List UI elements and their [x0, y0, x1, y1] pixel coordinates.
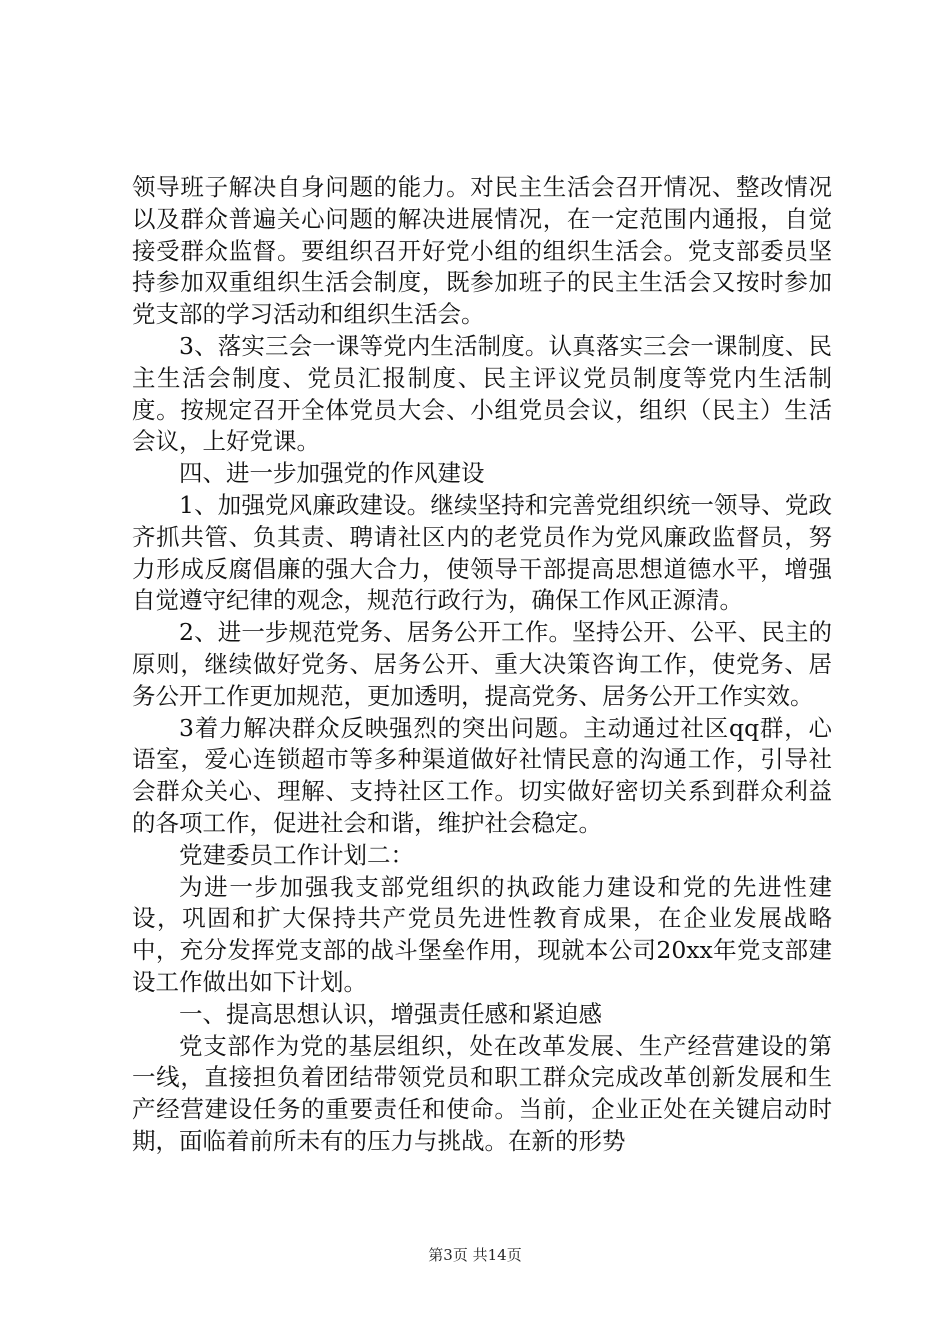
paragraph-continuation: 领导班子解决自身问题的能力。对民主生活会召开情况、整改情况以及群众普遍关心问题的解决进展情况，在一定范围内通报，自觉接受群众监督。要组织召开好党小组的组织生活会。党支部委员坚持参加双重组织生活会制度，既参加班子的民主生活会又按时参加党支部的学习活动和组织生活会。: [132, 173, 832, 329]
paragraph-item-3-problems: 3着力解决群众反映强烈的突出问题。主动通过社区qq群，心语室，爱心连锁超市等多种渠道做好社情民意的沟通工作，引导社会群众关心、理解、支持社区工作。切实做好密切关系到群众利益的各项工作，促进社会和谐，维护社会稳定。: [132, 713, 832, 837]
paragraph-item-1-integrity: 1、加强党风廉政建设。继续坚持和完善党组织统一领导、党政齐抓共管、负其责、聘请社区内的老党员作为党风廉政监督员，努力形成反腐倡廉的强大合力，使领导干部提高思想道德水平，增强自觉遵守纪律的观念，规范行政行为，确保工作风正源清。: [132, 490, 832, 615]
paragraph-item-3-meetings: 3、落实三会一课等党内生活制度。认真落实三会一课制度、民主生活会制度、党员汇报制度、民主评议党员制度等党内生活制度。按规定召开全体党员大会、小组党员会议，组织（民主）生活会议，上好党课。: [132, 331, 832, 456]
paragraph-item-2-openness: 2、进一步规范党务、居务公开工作。坚持公开、公平、民主的原则，继续做好党务、居务公开、重大决策咨询工作，使党务、居务公开工作更加规范，更加透明，提高党务、居务公开工作实效。: [132, 618, 832, 710]
plan-two-intro: 为进一步加强我支部党组织的执政能力建设和党的先进性建设，巩固和扩大保持共产党员先进性教育成果，在企业发展战略中，充分发挥党支部的战斗堡垒作用，现就本公司20xx年党支部建设工作做出如下计划。: [132, 872, 832, 996]
section-heading-4: 四、进一步加强党的作风建设: [179, 459, 485, 488]
section-heading-1: 一、提高思想认识，增强责任感和紧迫感: [179, 999, 602, 1028]
plan-two-heading: 党建委员工作计划二：: [179, 840, 414, 869]
page-number-footer: 第3页 共14页: [428, 1246, 522, 1264]
document-body: [132, 172, 832, 1158]
paragraph-branch-role: 党支部作为党的基层组织，处在改革发展、生产经营建设的第一线，直接担负着团结带领党员和职工群众完成改革创新发展和生产经营建设任务的重要责任和使命。当前，企业正处在关键启动时期，面临着前所未有的压力与挑战。在新的形势: [132, 1031, 832, 1155]
